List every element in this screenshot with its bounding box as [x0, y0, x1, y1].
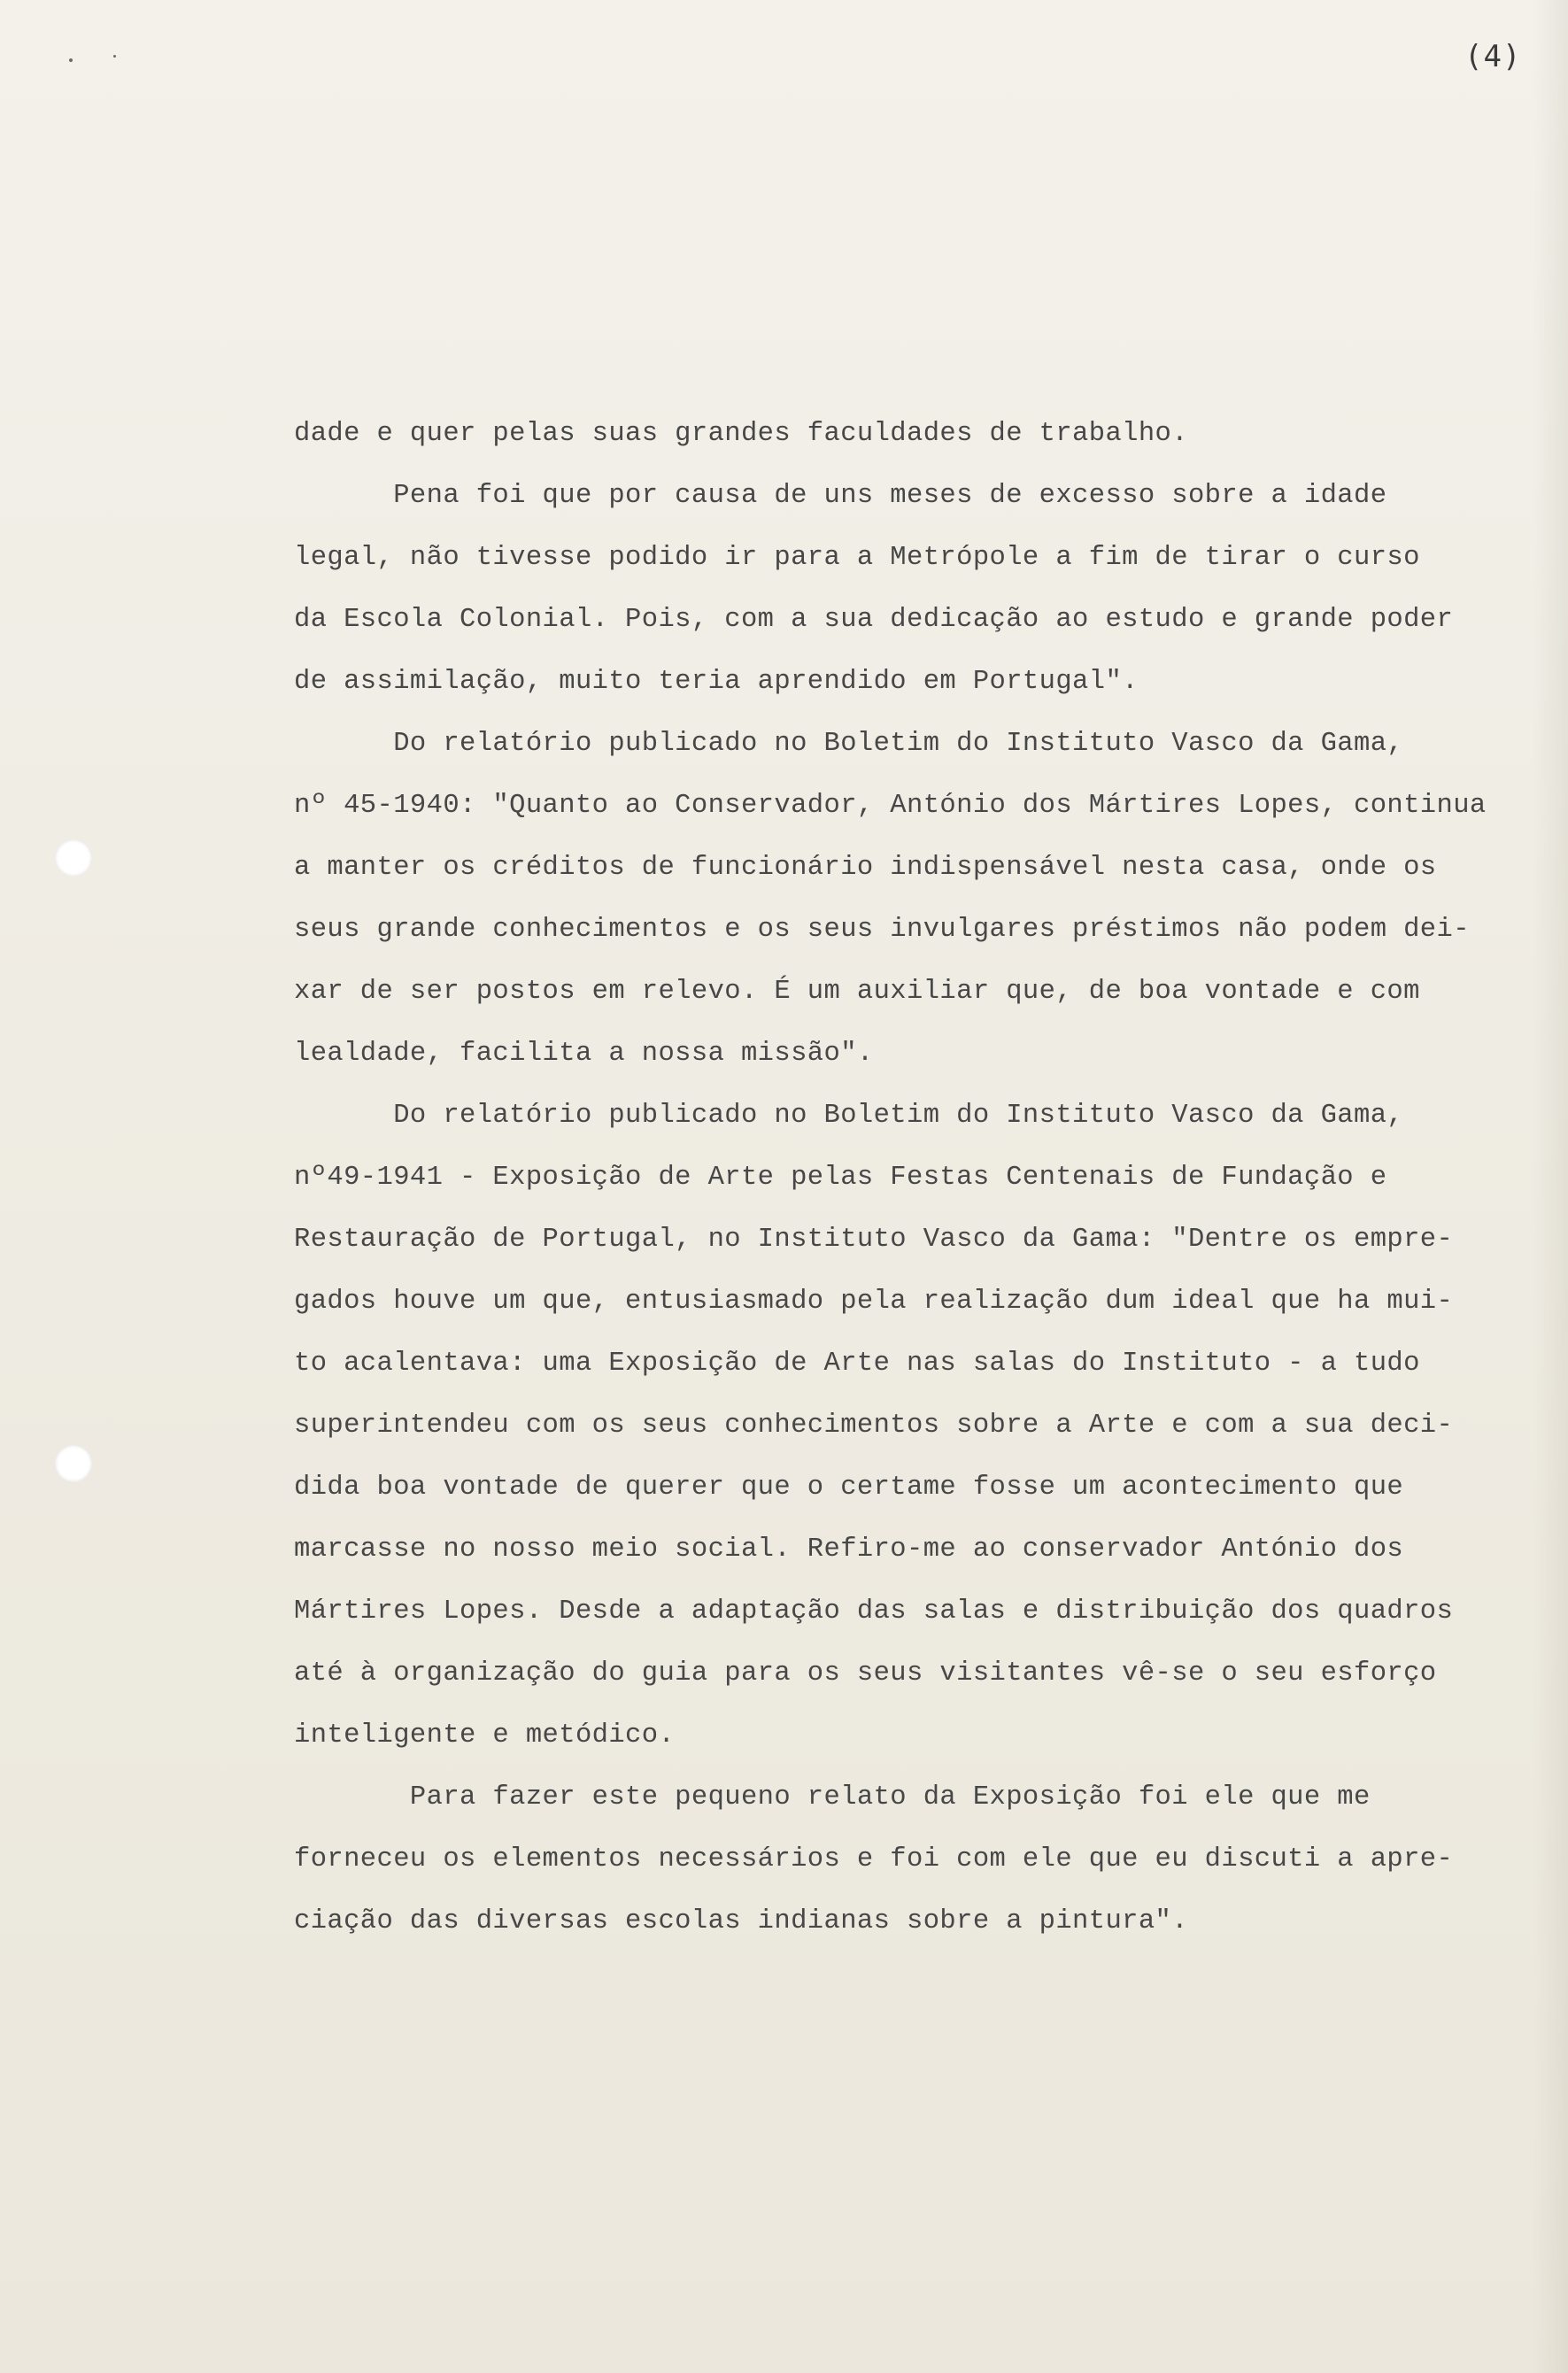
text-line: to acalentava: uma Exposição de Arte nas salas do Instituto - a tudo: [294, 1349, 1420, 1379]
text-line: ciação das diversas escolas indianas sobre a pintura".: [294, 1906, 1188, 1936]
text-line: dade e quer pelas suas grandes faculdades de trabalho.: [294, 419, 1188, 449]
text-line: Mártires Lopes. Desde a adaptação das salas e distribuição dos quadros: [294, 1596, 1454, 1627]
text-line: Do relatório publicado no Boletim do Instituto Vasco da Gama,: [294, 729, 1404, 759]
text-line: Pena foi que por causa de uns meses de excesso sobre a idade: [294, 481, 1387, 511]
text-line: a manter os créditos de funcionário indispensável nesta casa, onde os: [294, 853, 1437, 883]
text-line: de assimilação, muito teria aprendido em Portugal".: [294, 667, 1139, 697]
text-line: nº 45-1940: "Quanto ao Conservador, António dos Mártires Lopes, continua: [294, 791, 1487, 821]
text-line: xar de ser postos em relevo. É um auxiliar que, de boa vontade e com: [294, 977, 1420, 1007]
text-line: da Escola Colonial. Pois, com a sua dedicação ao estudo e grande poder: [294, 605, 1454, 635]
text-line: dida boa vontade de querer que o certame fosse um acontecimento que: [294, 1472, 1404, 1503]
punch-hole: [55, 839, 92, 877]
text-line: Restauração de Portugal, no Instituto Vasco da Gama: "Dentre os empre-: [294, 1225, 1454, 1255]
text-line: superintendeu com os seus conhecimentos sobre a Arte e com a sua deci-: [294, 1411, 1454, 1441]
text-line: forneceu os elementos necessários e foi com ele que eu discuti a apre-: [294, 1844, 1454, 1874]
text-line: legal, não tivesse podido ir para a Metrópole a fim de tirar o curso: [294, 543, 1420, 573]
text-line: inteligente e metódico.: [294, 1720, 676, 1751]
text-line: lealdade, facilita a nossa missão".: [294, 1039, 874, 1069]
typed-text-body: [294, 403, 1560, 1952]
text-line: Para fazer este pequeno relato da Exposição foi ele que me: [294, 1782, 1371, 1813]
text-line: nº49-1941 - Exposição de Arte pelas Festas Centenais de Fundação e: [294, 1163, 1387, 1193]
text-line: seus grande conhecimentos e os seus invulgares préstimos não podem dei-: [294, 915, 1470, 945]
text-line: Do relatório publicado no Boletim do Instituto Vasco da Gama,: [294, 1101, 1404, 1131]
page-number: (4): [1464, 39, 1522, 74]
text-line: até à organização do guia para os seus visitantes vê-se o seu esforço: [294, 1658, 1437, 1689]
ink-speck: [113, 55, 116, 58]
ink-speck: [69, 58, 73, 62]
text-line: marcasse no nosso meio social. Refiro-me ao conservador António dos: [294, 1534, 1404, 1565]
text-line: gados houve um que, entusiasmado pela realização dum ideal que ha mui-: [294, 1287, 1454, 1317]
punch-hole: [55, 1445, 92, 1482]
